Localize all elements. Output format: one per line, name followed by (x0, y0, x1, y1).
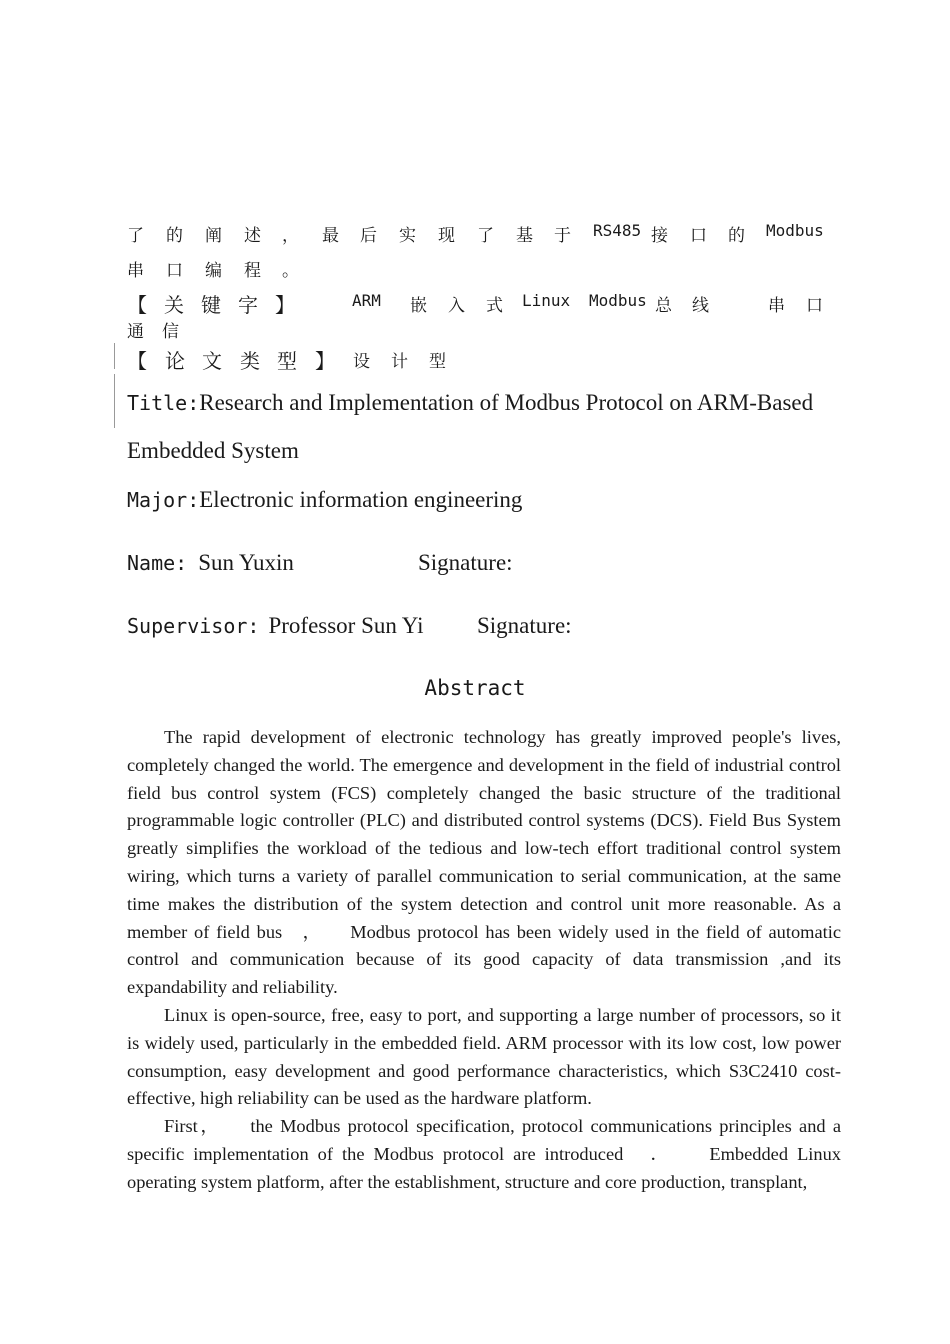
supervisor-field (127, 613, 424, 639)
title-field (127, 390, 813, 416)
name-field (127, 550, 294, 576)
abstract-body (127, 724, 841, 1197)
margin-bar (114, 343, 115, 369)
margin-bar (114, 374, 115, 428)
supervisor-value: Professor Sun Yi (268, 613, 424, 638)
name-label: Name: (127, 551, 188, 575)
title-value-line-1: Research and Implementation of Modbus Protocol on ARM-Based (199, 390, 814, 415)
abstract-heading: Abstract (424, 676, 526, 700)
title-label: Title: (127, 391, 200, 415)
title-value-line-2: Embedded System (127, 438, 299, 463)
document-page: 了 的 阐 述 ， 最 后 实 现 了 基 于 RS485 接 口 的 Modbus 串 口 编 程 。 【 关 键 字 】 ARM 嵌 入 式 Linux Modbus 总 线 串 口 通 信 【 论 文 类 型 】 设 计 型 Title:Research and Implementation of Modbus Protocol on ARM-Based Embedded System Major:Electronic information engineering Name: Sun Yuxin Signature: Supervisor: Professor Sun Yi Signature: Abstract The rapid development of electronic technology has greatly improved people's lives, completely changed the world. The emergence and development in the field of industrial control field bus control system (FCS) completely changed the basic structure of the traditional programmable logic controller (PLC) and distributed control systems (DCS). Field Bus System greatly simplifies the workload of the tedious and low-tech effort traditional control system wiring, which turns a variety of parallel communication to serial communication, at the same time makes the distribution of the system detection and control unit more reasonable. As a member of field bus ， Modbus protocol has been widely used in the field of automatic control and communication because of its good capacity of data transmission ,and its expandability and reliability. Linux is open-source, free, easy to port, and supporting a large number of processors, so it is widely used, particularly in the embedded field. ARM processor with its low cost, low power consumption, easy development and good performance characteristics, which S3C2410 cost-effective, high reliability can be used as the hardware platform. First， the Modbus protocol specification, protocol communications principles and a specific implementation of the Modbus protocol are introduced ． Embedded Linux operating system platform, after the establishment, structure and core production, transplant, (0, 0, 950, 1344)
major-field (127, 487, 522, 513)
name-signature: Signature: (418, 550, 513, 575)
abstract-paragraph-3: First， the Modbus protocol specification, protocol communications principles and a specific implementation of the Modbus protocol are introduced ． Embedded Linux operating system platform, after the establishment, structure and core production, transplant, (127, 1116, 841, 1192)
abstract-paragraph-2: Linux is open-source, free, easy to port, and supporting a large number of processors, so it is widely used, particularly in the embedded field. ARM processor with its low cost, low power consumption, easy development and good performance characteristics, which S3C2410 cost-effective, high reliability can be used as the hardware platform. (127, 1004, 841, 1109)
major-value: Electronic information engineering (199, 487, 523, 512)
supervisor-label: Supervisor: (127, 614, 260, 638)
title-field-line-2 (127, 438, 299, 464)
major-label: Major: (127, 488, 200, 512)
supervisor-signature: Signature: (477, 613, 572, 638)
abstract-paragraph-1: The rapid development of electronic technology has greatly improved people's lives, completely changed the world. The emergence and development in the field of industrial control field bus control system (FCS) completely changed the basic structure of the traditional programmable logic controller (PLC) and distributed control systems (DCS). Field Bus System greatly simplifies the workload of the tedious and low-tech effort traditional control system wiring, which turns a variety of parallel communication to serial communication, at the same time makes the distribution of the system detection and control unit more reasonable. As a member of field bus ， Modbus protocol has been widely used in the field of automatic control and communication because of its good capacity of data transmission ,and its expandability and reliability. (127, 727, 841, 998)
name-value: Sun Yuxin (198, 550, 294, 575)
